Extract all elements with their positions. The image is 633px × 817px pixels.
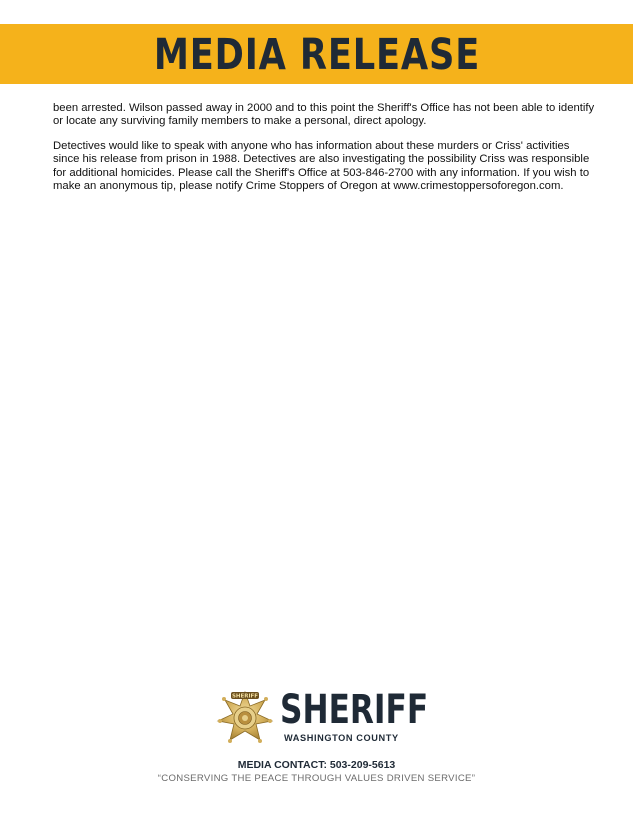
logo-wordmark: SHERIFF bbox=[280, 687, 429, 733]
logo-county: WASHINGTON COUNTY bbox=[284, 733, 399, 743]
release-body bbox=[53, 102, 598, 204]
sheriff-star-badge-icon bbox=[214, 686, 276, 748]
page-title: MEDIA RELEASE bbox=[153, 29, 480, 80]
paragraph: Detectives would like to speak with anyone who has information about these murders or Criss' activities since his release from prison in 1988. Detectives are also investigating the possibility Criss was responsible for additional homicides. Please call the Sheriff's Office at 503-846-2700 with any information. If you wish to make an anonymous tip, please notify Crime Stoppers of Oregon at www.crimestoppersoforegon.com. bbox=[53, 139, 590, 193]
header-banner bbox=[0, 24, 633, 84]
media-contact: MEDIA CONTACT: 503-209-5613 bbox=[237, 759, 396, 771]
tagline: “CONSERVING THE PEACE THROUGH VALUES DRIVEN SERVICE” bbox=[157, 773, 476, 784]
sheriff-logo bbox=[214, 686, 429, 750]
badge-label: SHERIFF bbox=[231, 693, 259, 700]
paragraph: been arrested. Wilson passed away in 2000 and to this point the Sheriff's Office has not been able to identify or locate any surviving family members to make a personal, direct apology. bbox=[53, 102, 595, 128]
